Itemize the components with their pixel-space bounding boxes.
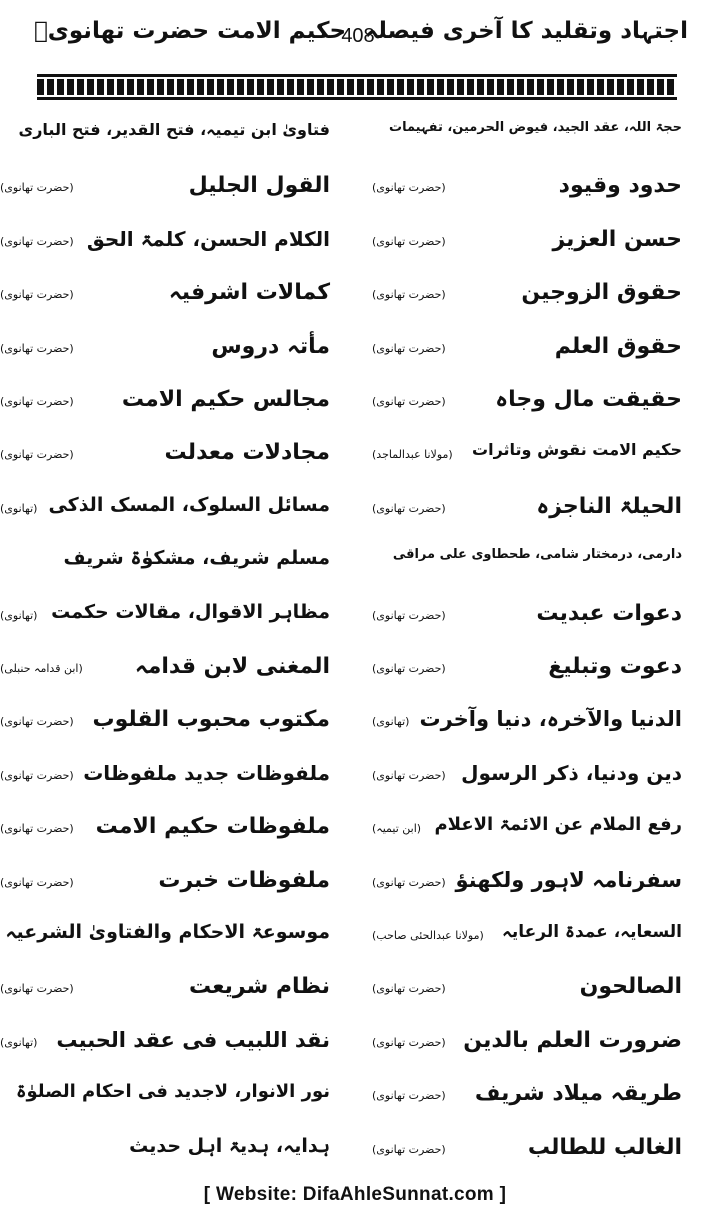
reference-title: دین ودنیا، ذکر الرسول <box>461 760 682 785</box>
reference-author: (تھانوی) <box>0 1035 38 1049</box>
reference-title: حسن العزیز <box>552 226 682 252</box>
reference-row <box>0 860 710 910</box>
page-footer <box>0 1184 710 1221</box>
reference-title: مجالس حکیم الامت <box>121 387 330 412</box>
reference-title: طریقہ میلاد شریف <box>474 1081 682 1107</box>
reference-title: السعایہ، عمدۃ الرعایہ <box>501 922 682 942</box>
reference-title: مکتوب محبوب القلوب <box>92 707 330 733</box>
reference-title: الکلام الحسن، کلمۃ الحق <box>86 226 330 251</box>
reference-author: (حضرت تھانوی) <box>372 1142 446 1156</box>
reference-row <box>0 913 710 963</box>
reference-entry <box>0 272 330 322</box>
reference-author: (حضرت تھانوی) <box>372 982 446 996</box>
page-header <box>0 0 710 80</box>
reference-entry <box>372 272 682 322</box>
reference-title: مجادلات معدلت <box>164 440 330 466</box>
reference-row <box>0 539 710 589</box>
reference-author: (حضرت تھانوی) <box>0 822 74 836</box>
reference-entry <box>372 646 682 696</box>
reference-row <box>0 326 710 376</box>
reference-entry <box>0 913 330 963</box>
reference-author: (حضرت تھانوی) <box>0 181 74 195</box>
reference-entry <box>372 165 682 215</box>
reference-row <box>0 966 710 1016</box>
website-link[interactable]: [ Website: DifaAhleSunnat.com ] <box>203 1184 507 1205</box>
reference-author: (حضرت تھانوی) <box>372 341 446 355</box>
border-bottom-rule <box>37 97 677 100</box>
reference-title: ملفوظات حکیم الامت <box>95 814 330 840</box>
reference-entry <box>0 1020 330 1070</box>
reference-title: فتاویٰ ابن تیمیہ، فتح القدیر، فتح الباری <box>18 120 330 139</box>
reference-entry <box>0 966 330 1016</box>
reference-author: (حضرت تھانوی) <box>372 1089 446 1103</box>
reference-title: کمالات اشرفیہ <box>168 280 330 306</box>
reference-title: حقیقت مال وجاہ <box>495 387 682 412</box>
reference-title: الغالب للطالب <box>527 1134 682 1160</box>
reference-author: (حضرت تھانوی) <box>372 501 446 515</box>
bibliography-list <box>0 112 710 1182</box>
reference-title: مظاہر الاقوال، مقالات حکمت <box>51 600 330 623</box>
reference-title: دعوت وتبلیغ <box>548 654 682 679</box>
reference-title: مأتہ دروس <box>211 333 330 359</box>
reference-entry <box>372 379 682 429</box>
reference-entry <box>0 326 330 376</box>
reference-title: موسوعۃ الاحکام والفتاویٰ الشرعیہ <box>5 921 330 943</box>
reference-entry <box>0 112 330 162</box>
reference-entry <box>372 432 682 482</box>
reference-entry <box>0 379 330 429</box>
reference-row <box>0 753 710 803</box>
reference-author: (مولانا عبدالحئی صاحب) <box>372 929 484 942</box>
reference-entry <box>372 699 682 749</box>
reference-title: رفع الملام عن الائمۃ الاعلام <box>434 814 682 836</box>
reference-row <box>0 486 710 536</box>
reference-entry <box>0 593 330 643</box>
reference-row <box>0 806 710 856</box>
reference-entry <box>0 753 330 803</box>
reference-entry <box>0 806 330 856</box>
decorative-border <box>37 74 677 100</box>
reference-row <box>0 112 710 162</box>
reference-title: سفرنامہ لاہور ولکھنؤ <box>455 867 682 892</box>
reference-title: ضرورت العلم بالدین <box>463 1027 682 1053</box>
reference-title: نظام شریعت <box>188 974 330 1000</box>
reference-entry <box>372 1127 682 1177</box>
reference-row <box>0 379 710 429</box>
reference-entry <box>0 165 330 215</box>
reference-title: حقوق الزوجین <box>521 280 682 306</box>
reference-author: (حضرت تھانوی) <box>372 875 446 889</box>
reference-author: (حضرت تھانوی) <box>0 341 74 355</box>
book-title: اجتہاد وتقلید کا آخری فیصلہ <box>364 18 688 44</box>
reference-entry <box>372 219 682 269</box>
reference-entry <box>372 1073 682 1123</box>
reference-entry <box>0 219 330 269</box>
reference-entry <box>0 646 330 696</box>
reference-row <box>0 1073 710 1123</box>
reference-entry <box>0 539 330 589</box>
reference-title: القول الجلیل <box>188 173 330 199</box>
reference-author: (حضرت تھانوی) <box>372 181 446 195</box>
author-title: حکیم الامت حضرت تھانویؒ <box>34 18 347 44</box>
reference-author: (ابن قدامہ حنبلی) <box>0 662 83 675</box>
reference-row <box>0 593 710 643</box>
reference-row <box>0 1020 710 1070</box>
reference-entry <box>0 486 330 536</box>
reference-author: (حضرت تھانوی) <box>372 608 446 622</box>
reference-author: (حضرت تھانوی) <box>372 1035 446 1049</box>
reference-entry <box>372 1020 682 1070</box>
reference-title: حکیم الامت نقوش وتاثرات <box>472 440 682 460</box>
reference-author: (حضرت تھانوی) <box>0 715 74 729</box>
reference-title: حجۃ اللہ، عقد الجید، فیوض الحرمین، تفہیمات <box>389 120 682 135</box>
reference-title: ہدایہ، ہدیۃ اہل حدیث <box>129 1134 330 1157</box>
reference-entry <box>372 326 682 376</box>
reference-author: (تھانوی) <box>372 715 410 729</box>
reference-row <box>0 1127 710 1177</box>
reference-entry <box>372 486 682 536</box>
reference-author: (حضرت تھانوی) <box>0 448 74 462</box>
reference-title: ملفوظات جدید ملفوظات <box>83 760 330 785</box>
reference-entry <box>0 860 330 910</box>
reference-row <box>0 219 710 269</box>
page-number: 408 <box>341 25 375 47</box>
border-pattern <box>37 79 677 95</box>
reference-entry <box>0 432 330 482</box>
reference-author: (حضرت تھانوی) <box>0 875 74 889</box>
reference-entry <box>0 1127 330 1177</box>
reference-entry <box>372 753 682 803</box>
reference-title: المغنی لابن قدامہ <box>134 654 330 679</box>
reference-title: الصالحون <box>579 974 682 1000</box>
reference-title: نور الانوار، لاجدید فی احکام الصلوٰۃ <box>15 1081 330 1103</box>
reference-author: (حضرت تھانوی) <box>0 234 74 248</box>
reference-author: (حضرت تھانوی) <box>372 662 446 675</box>
reference-author: (حضرت تھانوی) <box>0 288 74 302</box>
reference-title: حقوق العلم <box>554 333 682 359</box>
reference-entry <box>0 1073 330 1123</box>
reference-row <box>0 646 710 696</box>
reference-author: (حضرت تھانوی) <box>0 395 74 408</box>
reference-title: دعوات عبدیت <box>536 600 682 626</box>
reference-title: نقد اللبیب فی عقد الحبیب <box>56 1027 330 1052</box>
reference-author: (حضرت تھانوی) <box>372 768 446 782</box>
reference-row <box>0 272 710 322</box>
reference-entry <box>372 593 682 643</box>
reference-author: (تھانوی) <box>0 608 38 622</box>
reference-entry <box>372 966 682 1016</box>
reference-title: مسائل السلوک، المسک الذکی <box>48 493 330 516</box>
reference-author: (حضرت تھانوی) <box>0 768 74 782</box>
reference-entry <box>372 806 682 856</box>
reference-title: الحیلۃ الناجزہ <box>536 493 682 519</box>
reference-row <box>0 432 710 482</box>
border-top-rule <box>37 74 677 77</box>
reference-title: مسلم شریف، مشکوٰۃ شریف <box>63 547 330 570</box>
reference-row <box>0 165 710 215</box>
reference-author: (ابن تیمیہ) <box>372 822 422 836</box>
reference-title: دارمی، درمختار شامی، طحطاوی علی مراقی <box>392 547 682 563</box>
reference-title: ملفوظات خبرت <box>158 867 330 893</box>
reference-author: (حضرت تھانوی) <box>372 395 446 408</box>
reference-entry <box>372 539 682 589</box>
reference-author: (حضرت تھانوی) <box>372 288 446 302</box>
reference-entry <box>372 860 682 910</box>
reference-title: حدود وقیود <box>558 173 682 199</box>
reference-author: (مولانا عبدالماجد) <box>372 448 453 462</box>
reference-row <box>0 699 710 749</box>
reference-author: (تھانوی) <box>0 501 38 515</box>
reference-title: الدنیا والآخرہ، دنیا وآخرت <box>419 707 682 732</box>
reference-author: (حضرت تھانوی) <box>0 982 74 996</box>
reference-entry <box>0 699 330 749</box>
reference-entry <box>372 112 682 162</box>
reference-author: (حضرت تھانوی) <box>372 234 446 248</box>
reference-entry <box>372 913 682 963</box>
